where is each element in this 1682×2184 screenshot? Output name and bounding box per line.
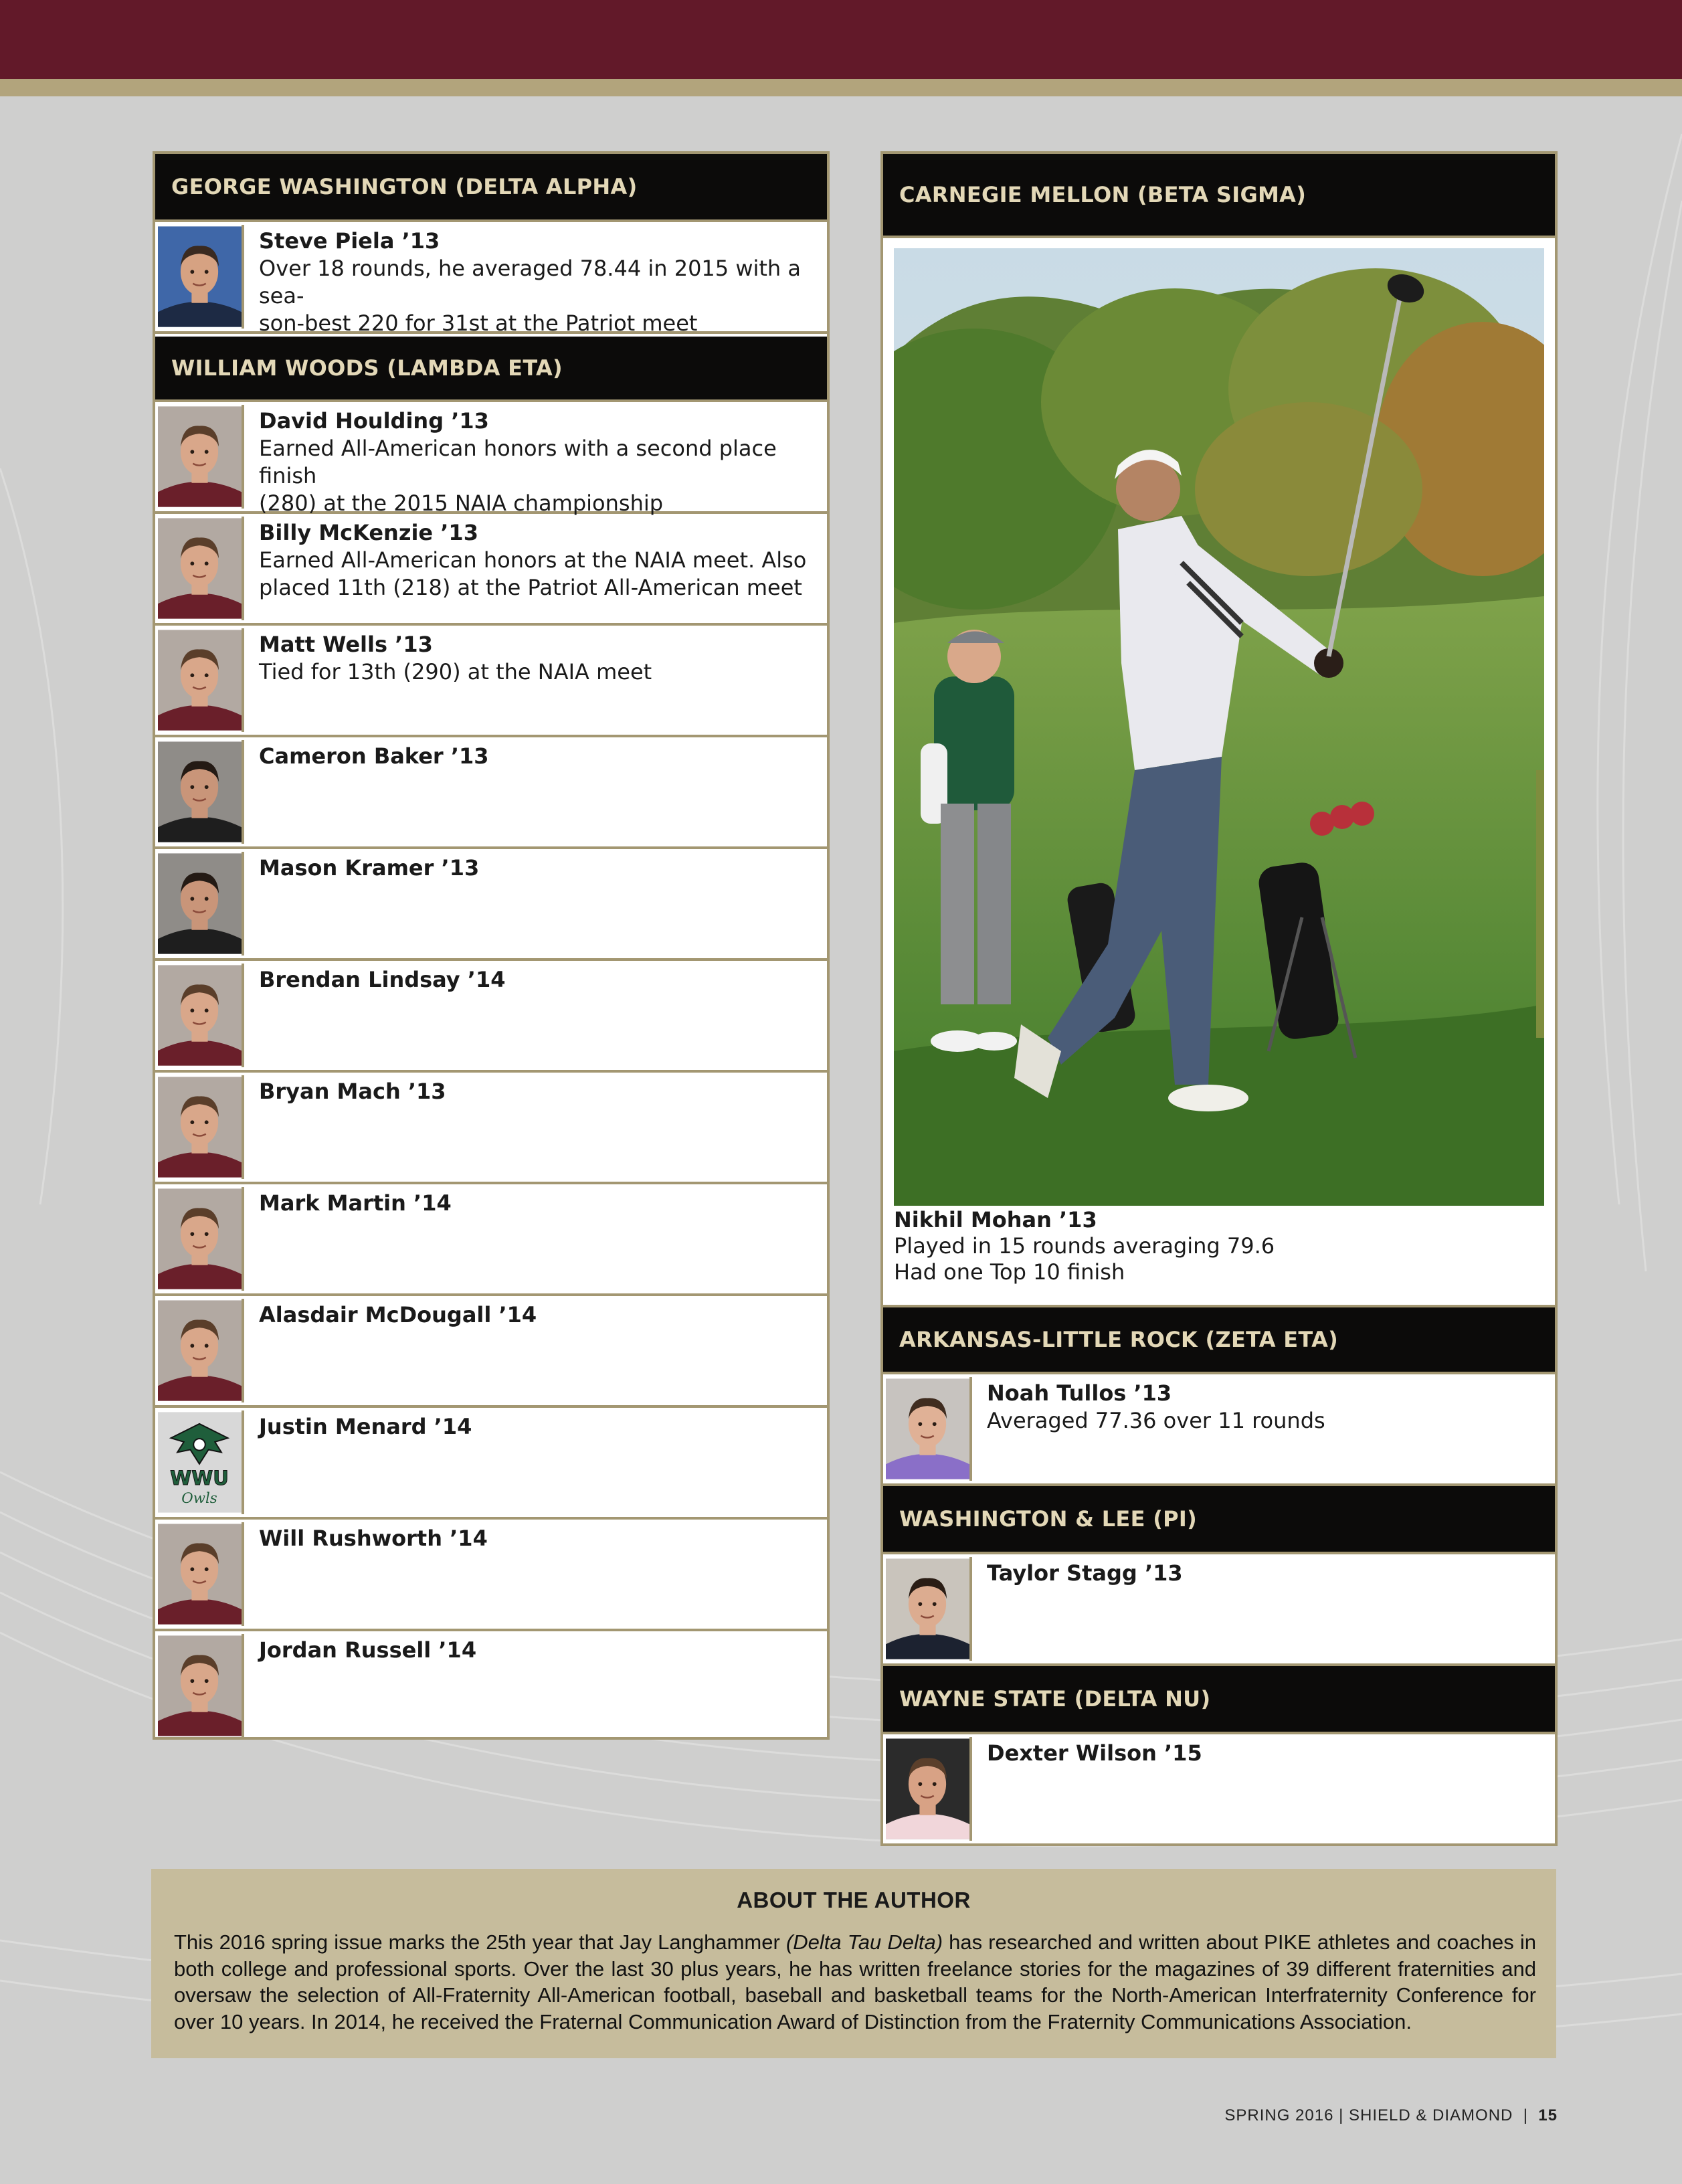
athlete-headshot [158,225,244,329]
athlete-row [883,1554,1555,1666]
athlete-name: David Houlding ’13 [259,408,489,434]
athlete-headshot [158,1299,244,1402]
athlete-row [155,1296,827,1408]
athlete-row [155,402,827,514]
athlete-row [155,1184,827,1296]
athlete-name: Mark Martin ’14 [259,1190,452,1216]
svg-text:Owls: Owls [181,1490,217,1508]
athlete-desc-line: Earned All-American honors at the NAIA meet. Also [259,547,807,573]
athlete-headshot [158,405,244,509]
athlete-row [155,1408,827,1520]
footer-separator: | [1523,2106,1528,2124]
athlete-desc-line: Tied for 13th (290) at the NAIA meet [259,659,652,685]
athlete-row [155,626,827,737]
athlete-headshot [158,740,244,844]
photo-caption [894,1207,1541,1285]
athlete-desc-line: Had one Top 10 finish [894,1259,1125,1285]
athlete-desc-line: Averaged 77.36 over 11 rounds [987,1408,1325,1433]
athlete-row [155,737,827,849]
athlete-name: Billy McKenzie ’13 [259,520,478,545]
athlete-headshot [886,1377,972,1481]
athlete-row [883,1734,1555,1843]
athlete-name: Jordan Russell ’14 [259,1637,477,1663]
section-header-washington-and-lee: WASHINGTON & LEE (PI) [883,1486,1555,1554]
section-header-arkansas-little-rock: ARKANSAS-LITTLE ROCK (ZETA ETA) [883,1305,1555,1374]
athlete-name: Will Rushworth ’14 [259,1526,488,1551]
athlete-row [883,1374,1555,1486]
athlete-name: Nikhil Mohan ’13 [894,1207,1097,1233]
athlete-row [155,849,827,961]
athlete-headshot [886,1557,972,1661]
athlete-name: Alasdair McDougall ’14 [259,1302,537,1328]
athlete-row [155,1631,827,1737]
athlete-desc-line: Over 18 rounds, he averaged 78.44 in 2015 with a sea- [259,256,801,308]
athlete-row [155,1520,827,1631]
athlete-row [155,961,827,1073]
athlete-desc-line: (280) at the 2015 NAIA championship [259,490,664,516]
athlete-row [155,222,827,334]
athlete-name: Noah Tullos ’13 [987,1380,1172,1406]
athlete-headshot [886,1737,972,1841]
author-box-title: ABOUT THE AUTHOR [737,1888,971,1912]
athlete-headshot [158,852,244,955]
athlete-headshot [158,1187,244,1291]
right-column-panel [880,151,1558,1846]
athlete-name: Matt Wells ’13 [259,632,433,657]
top-gold-bar [0,79,1682,96]
athlete-name: Taylor Stagg ’13 [987,1560,1183,1586]
athlete-headshot [158,1634,244,1738]
top-maroon-bar [0,0,1682,79]
athlete-name: Bryan Mach ’13 [259,1079,446,1104]
wwu-owls-logo [158,1410,244,1514]
athlete-desc-line: Earned All-American honors with a second place finish [259,436,777,488]
athlete-row [155,514,827,626]
athlete-headshot [158,517,244,620]
athlete-name: Mason Kramer ’13 [259,855,480,881]
section-header-carnegie-mellon: CARNEGIE MELLON (BETA SIGMA) [883,154,1555,238]
section-header-wayne-state: WAYNE STATE (DELTA NU) [883,1666,1555,1734]
athlete-name: Steve Piela ’13 [259,228,440,254]
section-header-william-woods: WILLIAM WOODS (LAMBDA ETA) [155,337,827,402]
athlete-headshot [158,1075,244,1179]
athlete-headshot [158,1522,244,1626]
page-number: 15 [1538,2106,1558,2124]
about-the-author-box [151,1869,1556,2058]
athlete-headshot [158,964,244,1067]
athlete-desc-line: placed 11th (218) at the Patriot All-American meet [259,575,802,600]
athlete-desc-line: Played in 15 rounds averaging 79.6 [894,1233,1275,1259]
svg-text:WWU: WWU [170,1466,229,1489]
athlete-name: Justin Menard ’14 [259,1414,472,1439]
golfer-swing-photo [894,248,1544,1206]
section-header-george-washington: GEORGE WASHINGTON (DELTA ALPHA) [155,154,827,222]
left-column-panel [153,151,830,1740]
athlete-name: Dexter Wilson ’15 [987,1740,1202,1766]
athlete-desc-line: son-best 220 for 31st at the Patriot meet [259,310,698,336]
athlete-name: Brendan Lindsay ’14 [259,967,506,992]
footer-issue: SPRING 2016 | SHIELD & DIAMOND [1224,2106,1513,2124]
athlete-name: Cameron Baker ’13 [259,743,489,769]
athlete-headshot [158,628,244,732]
athlete-row [155,1073,827,1184]
page-footer [1224,2106,1558,2125]
author-box-body: This 2016 spring issue marks the 25th year that Jay Langhammer (Delta Tau Delta) has researched and written about PIKE athletes and coaches in both college and professional sports. Over the last 30 plus years, he has written freelance stories for the magazines of 39 different fraternities and oversaw the selection of All-Fraternity All-American football, baseball and basketball teams for the North-American Interfraternity Conference for over 10 years. In 2014, he received the Fraternal Communication Award of Distinction from the Fraternity Communications Association. [174,1930,1536,2033]
